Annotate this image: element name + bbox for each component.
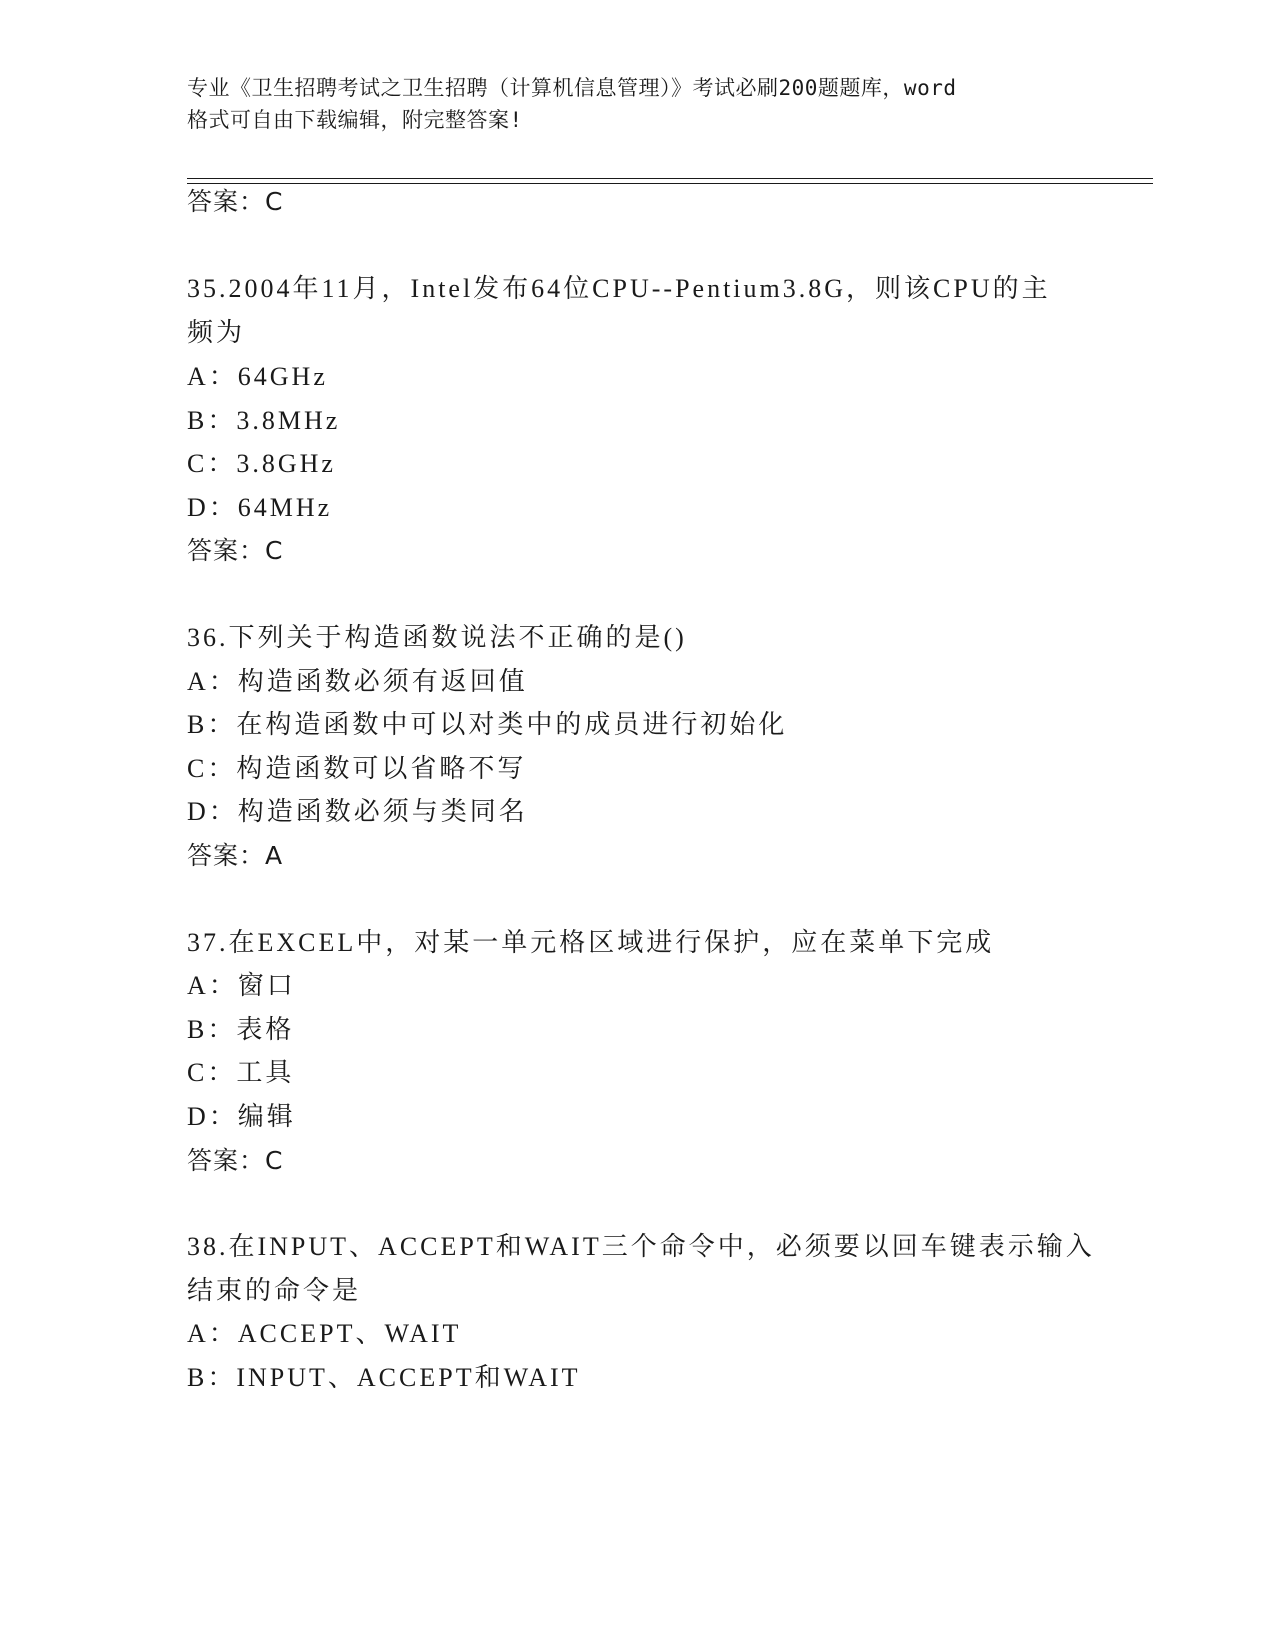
question-36-option-a: A：构造函数必须有返回值	[187, 667, 528, 696]
question-38-option-a: A：ACCEPT、WAIT	[187, 1319, 462, 1348]
question-35-text-line-2: 频为	[187, 318, 246, 347]
question-35-option-a: A：64GHz	[187, 362, 328, 391]
header-divider-top	[187, 178, 1153, 179]
question-38-text-line-1: 38.在INPUT、ACCEPT和WAIT三个命令中，必须要以回车键表示输入	[187, 1232, 1095, 1261]
question-37-option-d: D：编辑	[187, 1102, 296, 1131]
question-35-option-c: C：3.8GHz	[187, 449, 336, 478]
answer-36: 答案：A	[187, 841, 284, 870]
question-35-option-b: B：3.8MHz	[187, 406, 341, 435]
question-38-text-line-2: 结束的命令是	[187, 1276, 362, 1305]
question-37-option-a: A：窗口	[187, 971, 296, 1000]
question-37-option-b: B：表格	[187, 1015, 295, 1044]
answer-37: 答案：C	[187, 1146, 284, 1175]
header-title-line-2: 格式可自由下载编辑，附完整答案!	[187, 108, 523, 132]
question-36-option-b: B：在构造函数中可以对类中的成员进行初始化	[187, 710, 788, 739]
question-36-option-d: D：构造函数必须与类同名	[187, 797, 528, 826]
question-35-text-line-1: 35.2004年11月，Intel发布64位CPU--Pentium3.8G，则该CPU的主	[187, 274, 1051, 303]
question-37-text-line-1: 37.在EXCEL中，对某一单元格区域进行保护，应在菜单下完成	[187, 928, 995, 957]
header-title-line-1: 专业《卫生招聘考试之卫生招聘（计算机信息管理）》考试必刷200题题库，word	[187, 76, 957, 100]
question-36-option-c: C：构造函数可以省略不写	[187, 754, 527, 783]
answer-35: 答案：C	[187, 536, 284, 565]
question-38-option-b: B：INPUT、ACCEPT和WAIT	[187, 1363, 581, 1392]
answer-34: 答案：C	[187, 187, 284, 216]
question-37-option-c: C：工具	[187, 1058, 295, 1087]
question-35-option-d: D：64MHz	[187, 493, 333, 522]
document-header	[187, 72, 1087, 136]
header-divider-bottom	[187, 183, 1153, 184]
question-36-text-line-1: 36.下列关于构造函数说法不正确的是()	[187, 623, 687, 652]
